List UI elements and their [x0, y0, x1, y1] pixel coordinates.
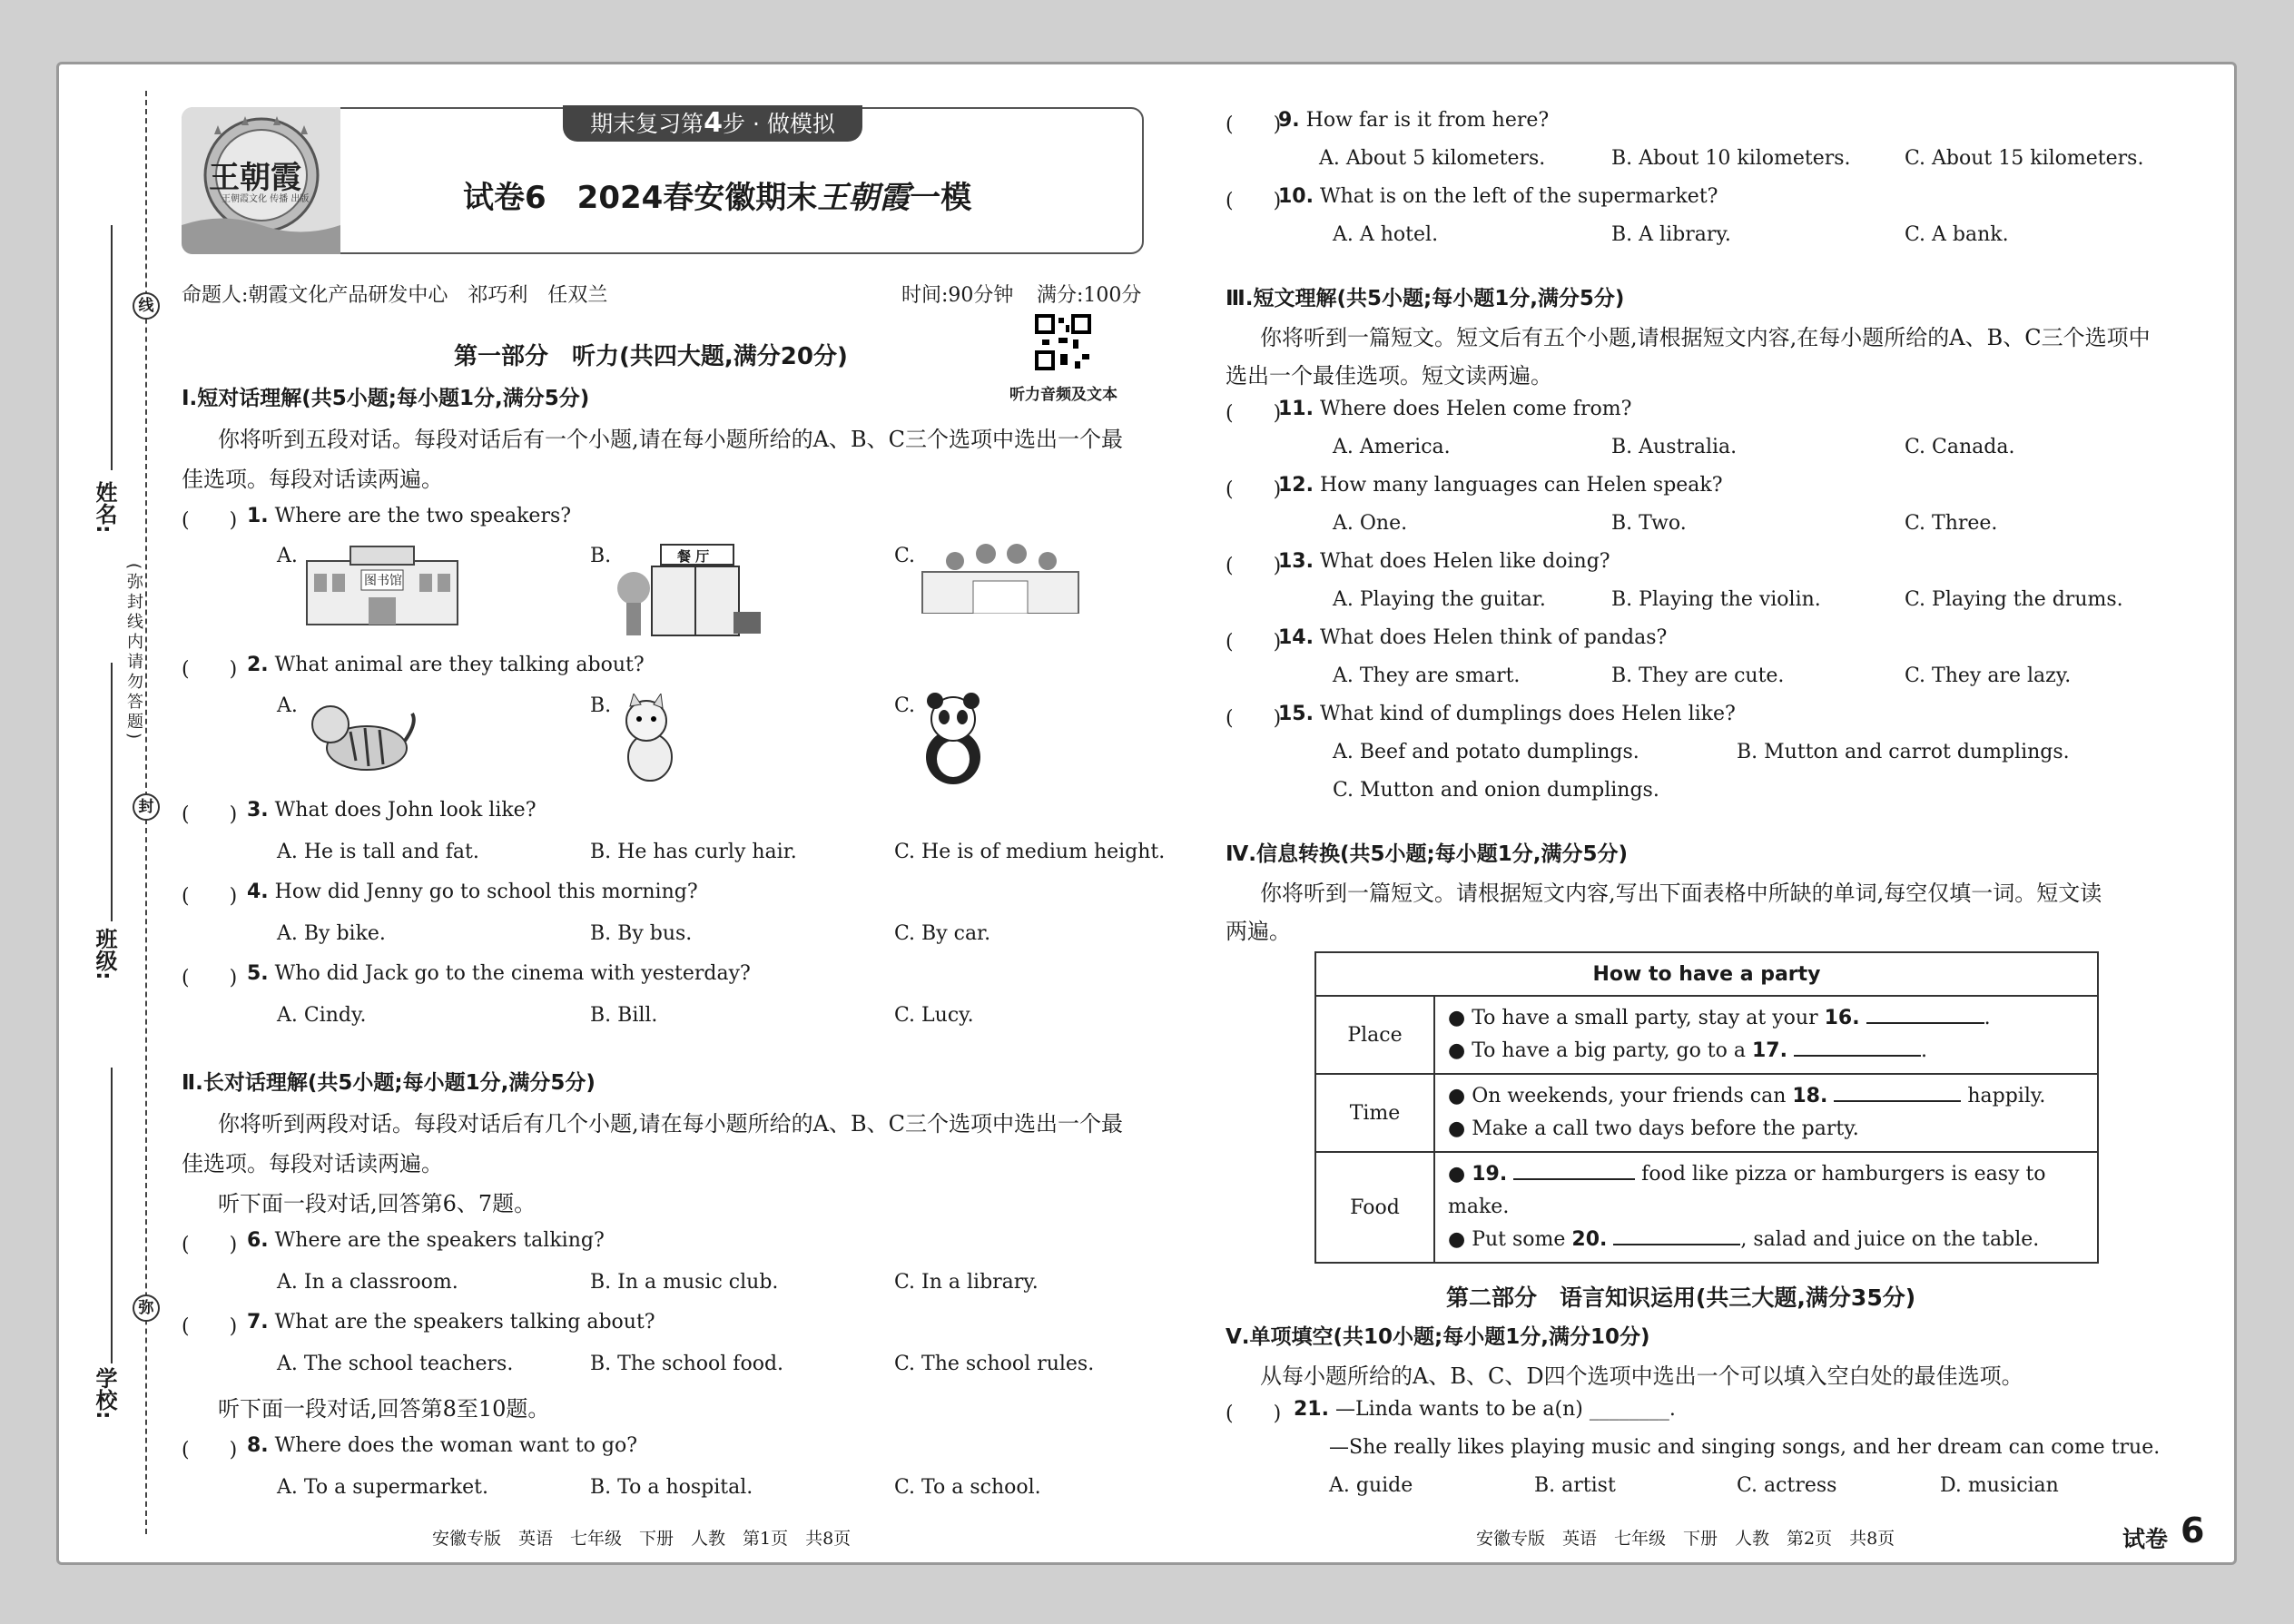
- sec4-title: Ⅳ.信息转换(共5小题;每小题1分,满分5分): [1226, 842, 1628, 866]
- name-label: 姓名:: [92, 481, 117, 534]
- class-label: 班级:: [92, 928, 117, 980]
- q2-paren[interactable]: ( ): [182, 658, 238, 681]
- sec4-intro2: 两遍。: [1226, 919, 1291, 944]
- table-row: ● Put some 20. , salad and juice on the table.: [1448, 1224, 2084, 1256]
- q14-paren[interactable]: ( ): [1226, 631, 1282, 654]
- q7: 7. What are the speakers talking about?: [247, 1311, 655, 1334]
- q15-paren[interactable]: ( ): [1226, 707, 1282, 730]
- sec3-intro: 你将听到一篇短文。短文后有五个小题,请根据短文内容,在每小题所给的A、B、C三个选项中: [1260, 325, 2151, 350]
- footer-right: 安徽专版 英语 七年级 下册 人教 第2页 共8页: [1476, 1529, 1895, 1549]
- q12: 12. How many languages can Helen speak?: [1278, 474, 1723, 497]
- q13-option-c[interactable]: C. Playing the drums.: [1905, 588, 2123, 611]
- q11-paren[interactable]: ( ): [1226, 402, 1282, 425]
- exam-time: 时间:90分钟: [901, 284, 1014, 307]
- q8-option-a[interactable]: A. To a supermarket.: [277, 1476, 488, 1499]
- q4-option-c[interactable]: C. By car.: [894, 922, 991, 945]
- q21-option-b[interactable]: B. artist: [1534, 1474, 1616, 1497]
- q9-paren[interactable]: ( ): [1226, 113, 1282, 136]
- binding-mark-mi: 弥: [133, 1294, 160, 1322]
- q14: 14. What does Helen think of pandas?: [1278, 626, 1668, 649]
- q5-option-c[interactable]: C. Lucy.: [894, 1004, 974, 1027]
- q11-option-a[interactable]: A. America.: [1333, 436, 1451, 458]
- q21-reply: —She really likes playing music and singing songs, and her dream can come true.: [1329, 1436, 2161, 1459]
- q21-paren[interactable]: ( ): [1226, 1403, 1282, 1425]
- q5-paren[interactable]: ( ): [182, 967, 238, 989]
- q8: 8. Where does the woman want to go?: [247, 1434, 638, 1457]
- exam-title: 试卷6 2024春安徽期末王朝霞一模: [463, 180, 972, 216]
- q4-option-a[interactable]: A. By bike.: [277, 922, 386, 945]
- q13: 13. What does Helen like doing?: [1278, 550, 1610, 573]
- table-title: How to have a party: [1315, 952, 2098, 996]
- q10-option-b[interactable]: B. A library.: [1611, 223, 1731, 246]
- school-label: 学校:: [92, 1367, 117, 1420]
- restaurant-image: 餐 厅: [615, 543, 770, 637]
- panda-image: [915, 690, 991, 786]
- q6-option-a[interactable]: A. In a classroom.: [277, 1271, 458, 1294]
- q2-option-b[interactable]: B.: [590, 694, 612, 717]
- q12-option-c[interactable]: C. Three.: [1905, 512, 1998, 535]
- q12-option-b[interactable]: B. Two.: [1611, 512, 1687, 535]
- binding-notice: (弥封线内请勿答题): [124, 563, 143, 743]
- paper-number: 6: [2181, 1511, 2205, 1550]
- q12-option-a[interactable]: A. One.: [1333, 512, 1408, 535]
- sec1-intro2: 佳选项。每段对话读两遍。: [182, 467, 443, 492]
- q2-option-c[interactable]: C.: [894, 694, 916, 717]
- q5-option-a[interactable]: A. Cindy.: [277, 1004, 367, 1027]
- q10-option-c[interactable]: C. A bank.: [1905, 223, 2009, 246]
- q4-option-b[interactable]: B. By bus.: [590, 922, 693, 945]
- answer-17-blank[interactable]: [1794, 1037, 1921, 1057]
- q15-option-b[interactable]: B. Mutton and carrot dumplings.: [1737, 741, 2070, 763]
- q6-option-c[interactable]: C. In a library.: [894, 1271, 1039, 1294]
- q7-paren[interactable]: ( ): [182, 1315, 238, 1338]
- class-line[interactable]: [111, 663, 113, 921]
- qr-label: 听力音频及文本: [1009, 386, 1117, 404]
- sec3-title: Ⅲ.短文理解(共5小题;每小题1分,满分5分): [1226, 287, 1625, 310]
- q6: 6. Where are the speakers talking?: [247, 1229, 605, 1252]
- q14-option-c[interactable]: C. They are lazy.: [1905, 664, 2072, 687]
- q3-option-a[interactable]: A. He is tall and fat.: [277, 841, 479, 863]
- brand-logo: 王朝霞 王朝霞文化 传播 出版: [182, 107, 340, 254]
- q3-option-c[interactable]: C. He is of medium height.: [894, 841, 1166, 863]
- row-label-place: Place: [1315, 996, 1434, 1074]
- party-table: [1314, 951, 2099, 1264]
- answer-16-blank[interactable]: [1866, 1004, 1984, 1024]
- q21-option-d[interactable]: D. musician: [1940, 1474, 2059, 1497]
- q10: 10. What is on the left of the supermarket?: [1278, 185, 1718, 208]
- q1: 1. Where are the two speakers?: [247, 505, 572, 527]
- sec5-intro: 从每小题所给的A、B、C、D四个选项中选出一个可以填入空白处的最佳选项。: [1260, 1363, 2023, 1389]
- q11-option-c[interactable]: C. Canada.: [1905, 436, 2015, 458]
- q2-option-a[interactable]: A.: [277, 694, 298, 717]
- sec5-title: Ⅴ.单项填空(共10小题;每小题1分,满分10分): [1226, 1325, 1650, 1349]
- q21-option-c[interactable]: C. actress: [1737, 1474, 1837, 1497]
- table-row: ● Make a call two days before the party.: [1448, 1117, 1859, 1140]
- q13-option-a[interactable]: A. Playing the guitar.: [1333, 588, 1546, 611]
- q1-option-b[interactable]: B.: [590, 545, 612, 567]
- q21: 21. —Linda wants to be a(n) ________.: [1294, 1398, 1676, 1421]
- q8-option-b[interactable]: B. To a hospital.: [590, 1476, 753, 1499]
- q7-option-a[interactable]: A. The school teachers.: [277, 1353, 514, 1375]
- sec2-title: Ⅱ.长对话理解(共5小题;每小题1分,满分5分): [182, 1071, 596, 1095]
- binding-mark-feng: 封: [133, 793, 160, 821]
- park-gate-image: [919, 541, 1082, 614]
- library-image: 图书馆: [305, 543, 459, 626]
- q1-paren[interactable]: ( ): [182, 509, 238, 532]
- q3: 3. What does John look like?: [247, 799, 537, 822]
- q9-option-b[interactable]: B. About 10 kilometers.: [1611, 147, 1851, 170]
- answer-18-blank[interactable]: [1834, 1082, 1961, 1102]
- q7-option-c[interactable]: C. The school rules.: [894, 1353, 1095, 1375]
- table-row: ● On weekends, your friends can 18. happily.: [1448, 1080, 2084, 1113]
- q7-option-b[interactable]: B. The school food.: [590, 1353, 784, 1375]
- sec2-intro: 你将听到两段对话。每段对话后有几个小题,请在每小题所给的A、B、C三个选项中选出一个最: [218, 1111, 1123, 1137]
- sec1-title: Ⅰ.短对话理解(共5小题;每小题1分,满分5分): [182, 387, 590, 410]
- q12-paren[interactable]: ( ): [1226, 478, 1282, 501]
- q11-option-b[interactable]: B. Australia.: [1611, 436, 1738, 458]
- tiger-image: [305, 695, 418, 781]
- table-row: ● 19. food like pizza or hamburgers is easy to make.: [1448, 1158, 2084, 1224]
- q10-option-a[interactable]: A. A hotel.: [1333, 223, 1439, 246]
- authors: 命题人:朝霞文化产品研发中心 祁巧利 任双兰: [182, 284, 608, 307]
- sec4-intro: 你将听到一篇短文。请根据短文内容,写出下面表格中所缺的单词,每空仅填一词。短文读: [1260, 881, 2102, 906]
- q10-paren[interactable]: ( ): [1226, 190, 1282, 212]
- table-row: ● To have a big party, go to a 17. .: [1448, 1035, 2084, 1068]
- q15-option-a[interactable]: A. Beef and potato dumplings.: [1333, 741, 1639, 763]
- q5-option-b[interactable]: B. Bill.: [590, 1004, 658, 1027]
- full-score: 满分:100分: [1037, 284, 1142, 307]
- footer-left: 安徽专版 英语 七年级 下册 人教 第1页 共8页: [432, 1529, 852, 1549]
- q14-option-b[interactable]: B. They are cute.: [1611, 664, 1785, 687]
- q6-option-b[interactable]: B. In a music club.: [590, 1271, 779, 1294]
- sec2-sub1: 听下面一段对话,回答第6、7题。: [218, 1191, 537, 1216]
- name-line[interactable]: [111, 225, 113, 470]
- q6-paren[interactable]: ( ): [182, 1234, 238, 1256]
- q9-option-a[interactable]: A. About 5 kilometers.: [1319, 147, 1546, 170]
- q1-option-a[interactable]: A.: [277, 545, 298, 567]
- paper-tag: 试卷: [2122, 1526, 2169, 1552]
- q9: 9. How far is it from here?: [1278, 109, 1550, 132]
- row-label-time: Time: [1315, 1074, 1434, 1152]
- part1-title: 第一部分 听力(共四大题,满分20分): [454, 343, 848, 370]
- table-row: ● To have a small party, stay at your 16. .: [1448, 1002, 2084, 1035]
- answer-19-blank[interactable]: [1513, 1160, 1635, 1180]
- q4: 4. How did Jenny go to school this morning?: [247, 881, 698, 903]
- q15-option-c[interactable]: C. Mutton and onion dumplings.: [1333, 779, 1659, 802]
- q8-paren[interactable]: ( ): [182, 1439, 238, 1462]
- part2-title: 第二部分 语言知识运用(共三大题,满分35分): [1446, 1284, 1916, 1311]
- row-label-food: Food: [1315, 1152, 1434, 1263]
- step-banner: 期末复习第4步 · 做模拟: [563, 105, 862, 142]
- q13-paren[interactable]: ( ): [1226, 555, 1282, 577]
- q15: 15. What kind of dumplings does Helen like?: [1278, 703, 1736, 725]
- answer-20-blank[interactable]: [1613, 1225, 1740, 1245]
- q13-option-b[interactable]: B. Playing the violin.: [1611, 588, 1821, 611]
- q14-option-a[interactable]: A. They are smart.: [1333, 664, 1521, 687]
- q9-option-c[interactable]: C. About 15 kilometers.: [1905, 147, 2144, 170]
- school-line[interactable]: [111, 1068, 113, 1363]
- sec2-sub2: 听下面一段对话,回答第8至10题。: [218, 1396, 550, 1422]
- sec3-intro2: 选出一个最佳选项。短文读两遍。: [1226, 363, 1552, 389]
- binding-mark-xian: 线: [133, 292, 160, 320]
- q5: 5. Who did Jack go to the cinema with yesterday?: [247, 962, 751, 985]
- cat-image: [614, 694, 686, 784]
- qr-code[interactable]: [1035, 314, 1091, 370]
- q8-option-c[interactable]: C. To a school.: [894, 1476, 1041, 1499]
- q1-option-c[interactable]: C.: [894, 545, 916, 567]
- sec1-intro: 你将听到五段对话。每段对话后有一个小题,请在每小题所给的A、B、C三个选项中选出一个最: [218, 427, 1123, 452]
- q21-option-a[interactable]: A. guide: [1329, 1474, 1413, 1497]
- sec2-intro2: 佳选项。每段对话读两遍。: [182, 1151, 443, 1176]
- q3-paren[interactable]: ( ): [182, 803, 238, 826]
- q3-option-b[interactable]: B. He has curly hair.: [590, 841, 797, 863]
- q11: 11. Where does Helen come from?: [1278, 398, 1632, 420]
- q2: 2. What animal are they talking about?: [247, 654, 645, 676]
- q4-paren[interactable]: ( ): [182, 885, 238, 908]
